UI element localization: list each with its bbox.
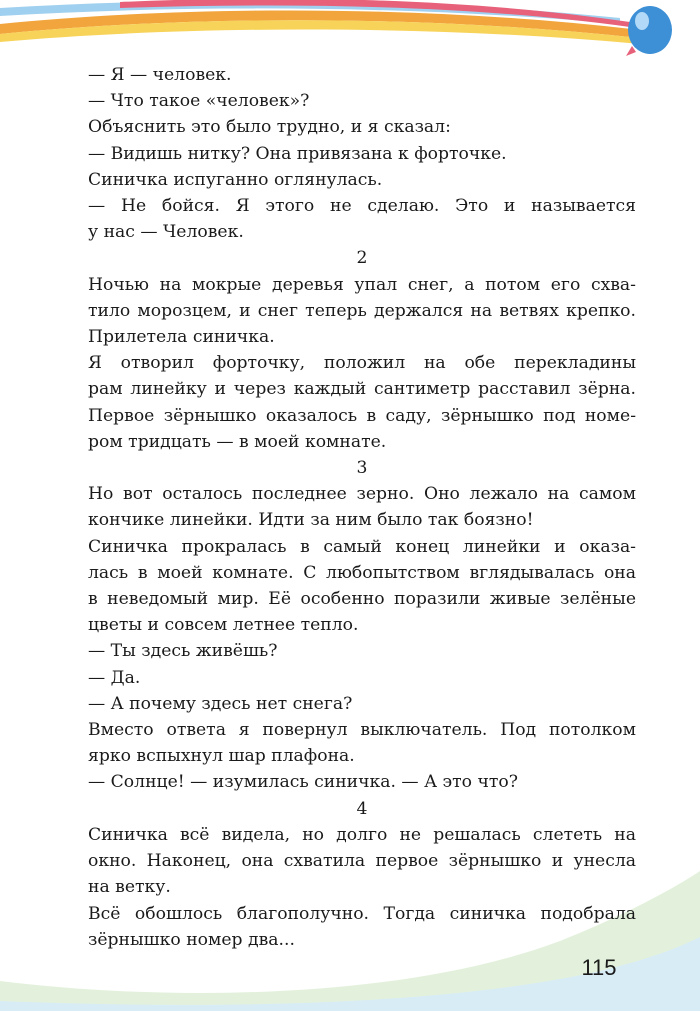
text-line: — Да. xyxy=(88,667,141,688)
text-line: Первое зёрнышко оказалось в саду, зёрнышко под номе- xyxy=(88,405,636,426)
text-line: — Солнце! — изумилась синичка. — А это что? xyxy=(88,772,518,793)
top-decoration xyxy=(0,0,700,70)
text-line: Вместо ответа я повернул выключатель. Под потолком xyxy=(88,720,636,741)
text-line: — Видишь нитку? Она привязана к форточке. xyxy=(88,143,507,164)
section-number: 3 xyxy=(356,458,368,479)
text-line: Но вот осталось последнее зерно. Оно лежало на самом xyxy=(88,484,636,505)
text-line: тило морозцем, и снег теперь держался на ветвях крепко. xyxy=(88,300,636,321)
text-line: зёрнышко номер два... xyxy=(88,929,295,950)
text-line: Синичка всё видела, но долго не решалась слететь на xyxy=(88,824,636,845)
text-line: в неведомый мир. Её особенно поразили живые зелёные xyxy=(88,589,636,610)
text-line: — Что такое «человек»? xyxy=(88,91,310,112)
balloon-icon xyxy=(626,6,672,56)
text-line: кончике линейки. Идти за ним было так боязно! xyxy=(88,510,534,531)
text-line: — Не бойся. Я этого не сделаю. Это и называется xyxy=(88,196,636,217)
text-line: Объяснить это было трудно, и я сказал: xyxy=(88,117,451,138)
text-line: ром тридцать — в моей комнате. xyxy=(88,431,387,452)
story-text xyxy=(88,62,636,953)
text-line: рам линейку и через каждый сантиметр расставил зёрна. xyxy=(88,379,636,400)
text-line: ярко вспыхнул шар плафона. xyxy=(88,746,355,767)
text-line: на ветку. xyxy=(88,877,171,898)
text-line: Всё обошлось благополучно. Тогда синичка подобрала xyxy=(88,903,636,924)
text-line: — А почему здесь нет снега? xyxy=(88,693,353,714)
text-line: Синичка испуганно оглянулась. xyxy=(88,169,383,190)
text-line: Ночью на мокрые деревья упал снег, а потом его схва- xyxy=(88,274,636,295)
text-line: лась в моей комнате. С любопытством вглядывалась она xyxy=(88,562,636,583)
text-line: Синичка прокралась в самый конец линейки и оказа- xyxy=(88,536,636,557)
text-line: цветы и совсем летнее тепло. xyxy=(88,615,359,636)
text-line: у нас — Человек. xyxy=(88,222,244,243)
page-number: 115 xyxy=(581,955,617,980)
section-number: 2 xyxy=(356,248,368,269)
text-line: — Я — человек. xyxy=(88,65,232,85)
text-line: Прилетела синичка. xyxy=(88,327,275,348)
text-line: Я отворил форточку, положил на обе перекладины xyxy=(88,353,636,374)
text-line: — Ты здесь живёшь? xyxy=(88,641,278,662)
section-number: 4 xyxy=(356,798,368,819)
text-line: окно. Наконец, она схватила первое зёрнышко и унесла xyxy=(88,851,636,872)
